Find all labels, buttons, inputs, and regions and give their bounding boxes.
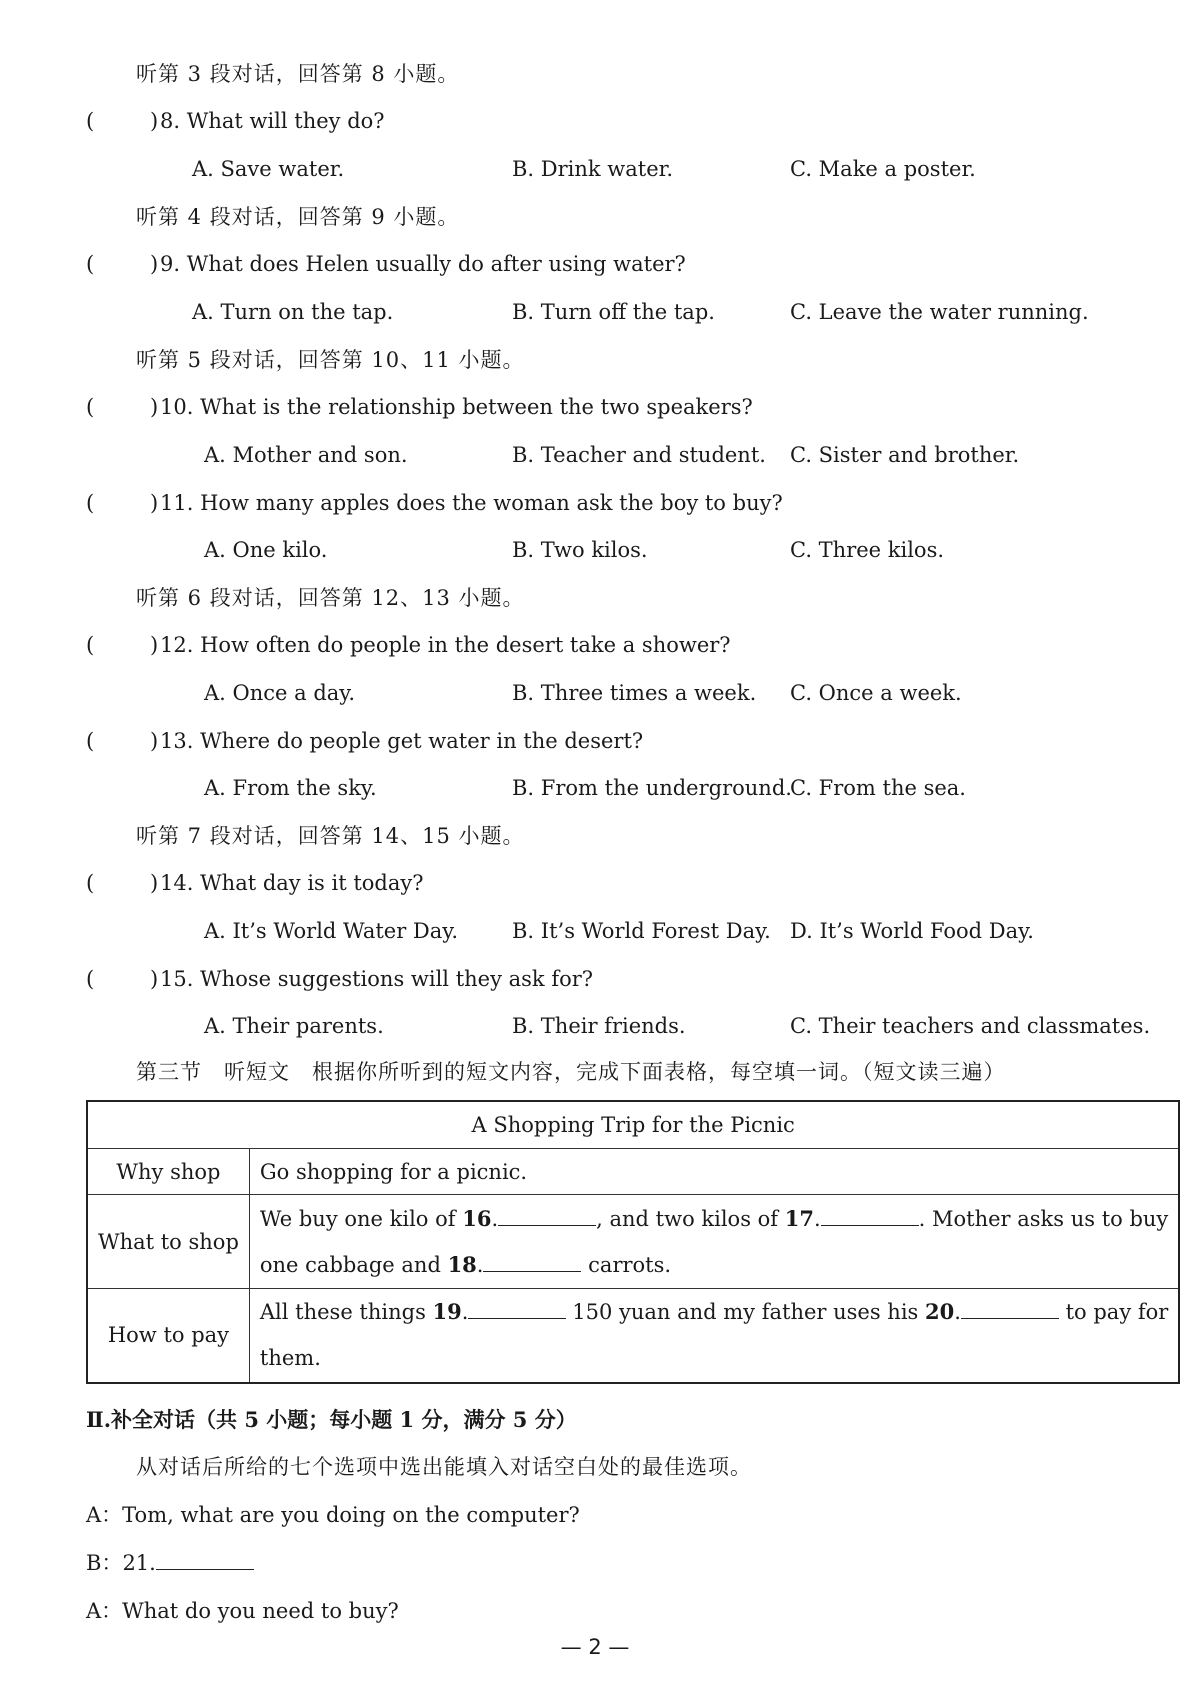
table-row — [87, 1149, 1179, 1195]
question-10 — [160, 393, 753, 421]
question-8 — [160, 107, 385, 135]
answer-paren-open: ( — [86, 109, 95, 133]
question-14 — [160, 869, 424, 897]
dialogue-text: What do you need to buy? — [122, 1599, 399, 1623]
question-9 — [160, 250, 686, 278]
option-a: A. Turn on the tap. — [192, 300, 394, 324]
answer-paren-open: ( — [86, 395, 95, 419]
question-text: How often do people in the desert take a shower? — [200, 633, 731, 657]
question-15 — [160, 965, 593, 993]
question-number: 13. — [160, 729, 194, 753]
question-text: What day is it today? — [200, 871, 424, 895]
question-number: 8. — [160, 109, 181, 133]
option-b: B. Three times a week. — [512, 681, 757, 705]
dialogue-line — [86, 1549, 254, 1577]
question-text: What will they do? — [186, 109, 385, 133]
question-text: Whose suggestions will they ask for? — [200, 967, 594, 991]
speaker-label: B： — [86, 1551, 123, 1575]
dialogue-text: Tom, what are you doing on the computer? — [122, 1503, 580, 1527]
shopping-trip-table — [86, 1100, 1180, 1384]
option-a: A. From the sky. — [204, 776, 377, 800]
answer-paren-open: ( — [86, 252, 95, 276]
dialogue-text: 21. — [122, 1551, 156, 1575]
page-number: — 2 — — [560, 1635, 630, 1659]
option-b: B. Drink water. — [512, 157, 674, 181]
blank-number-17: 17 — [784, 1205, 814, 1231]
row-text-why: Go shopping for a picnic. — [249, 1149, 1179, 1195]
row-label-why: Why shop — [87, 1149, 249, 1195]
question-text: What is the relationship between the two speakers? — [200, 395, 753, 419]
option-c: C. Their teachers and classmates. — [790, 1014, 1151, 1038]
question-text: What does Helen usually do after using water? — [186, 252, 686, 276]
part2-heading: Ⅱ.补全对话（共 5 小题；每小题 1 分，满分 5 分） — [86, 1407, 577, 1432]
text-segment: to pay for — [1058, 1300, 1169, 1325]
question-13 — [160, 727, 643, 755]
option-a: A. Save water. — [192, 157, 345, 181]
text-segment: carrots. — [581, 1252, 672, 1277]
answer-paren-close: ) — [150, 109, 159, 133]
option-b: B. Two kilos. — [512, 538, 648, 562]
answer-paren-open: ( — [86, 633, 95, 657]
blank-20-input[interactable] — [961, 1298, 1059, 1319]
question-number: 10. — [160, 395, 194, 419]
text-segment: We buy one kilo of — [259, 1206, 463, 1231]
table-row — [87, 1195, 1179, 1289]
option-b: B. Their friends. — [512, 1014, 686, 1038]
blank-number-20: 20 — [925, 1299, 955, 1325]
answer-paren-close: ) — [150, 252, 159, 276]
answer-paren-close: ) — [150, 729, 159, 753]
text-segment: them. — [259, 1346, 321, 1371]
table-title: A Shopping Trip for the Picnic — [87, 1101, 1179, 1149]
table-row — [87, 1289, 1179, 1383]
option-a: A. Mother and son. — [204, 443, 408, 467]
option-b: B. Turn off the tap. — [512, 300, 715, 324]
question-number: 9. — [160, 252, 181, 276]
text-segment: one cabbage and — [259, 1252, 448, 1277]
blank-16-input[interactable] — [498, 1205, 596, 1226]
option-c: C. Once a week. — [790, 681, 962, 705]
option-c: C. Sister and brother. — [790, 443, 1020, 467]
answer-paren-close: ) — [150, 967, 159, 991]
blank-21-input[interactable] — [156, 1549, 254, 1570]
question-12 — [160, 631, 731, 659]
dialogue-line — [86, 1501, 580, 1529]
blank-number-18: 18 — [447, 1251, 477, 1277]
option-c: C. From the sea. — [790, 776, 966, 800]
option-b: B. It’s World Forest Day. — [512, 919, 771, 943]
text-segment: . Mother asks us to buy — [918, 1206, 1169, 1231]
option-b: B. Teacher and student. — [512, 443, 766, 467]
option-c: C. Make a poster. — [790, 157, 976, 181]
speaker-label: A： — [86, 1599, 123, 1623]
answer-paren-open: ( — [86, 729, 95, 753]
question-text: Where do people get water in the desert? — [200, 729, 644, 753]
instruction-dialogue-5: 听第 5 段对话，回答第 10、11 小题。 — [136, 348, 525, 372]
option-c: C. Leave the water running. — [790, 300, 1089, 324]
text-segment: All these things — [259, 1300, 433, 1325]
answer-paren-close: ) — [150, 491, 159, 515]
row-text-how: All these things 19. 150 yuan and my father uses his 20. to pay for them. — [249, 1289, 1179, 1383]
answer-paren-open: ( — [86, 967, 95, 991]
question-number: 11. — [160, 491, 194, 515]
instruction-dialogue-4: 听第 4 段对话，回答第 9 小题。 — [136, 205, 460, 229]
blank-19-input[interactable] — [468, 1298, 566, 1319]
blank-18-input[interactable] — [483, 1251, 581, 1272]
option-b: B. From the underground. — [512, 776, 792, 800]
question-number: 12. — [160, 633, 194, 657]
answer-paren-close: ) — [150, 633, 159, 657]
option-a: A. One kilo. — [204, 538, 328, 562]
option-c: C. Three kilos. — [790, 538, 945, 562]
option-a: A. Once a day. — [204, 681, 356, 705]
blank-number-19: 19 — [432, 1299, 462, 1325]
text-segment: 150 yuan and my father uses his — [572, 1300, 925, 1325]
row-label-how: How to pay — [87, 1289, 249, 1383]
instruction-dialogue-7: 听第 7 段对话，回答第 14、15 小题。 — [136, 824, 525, 848]
instruction-dialogue-6: 听第 6 段对话，回答第 12、13 小题。 — [136, 586, 525, 610]
answer-paren-open: ( — [86, 491, 95, 515]
dialogue-line — [86, 1597, 399, 1625]
question-number: 15. — [160, 967, 194, 991]
instruction-dialogue-3: 听第 3 段对话，回答第 8 小题。 — [136, 62, 460, 86]
blank-17-input[interactable] — [821, 1205, 919, 1226]
section3-heading: 第三节 听短文 根据你所听到的短文内容，完成下面表格，每空填一词。（短文读三遍） — [136, 1060, 1006, 1084]
row-text-what: We buy one kilo of 16. , and two kilos of 17. . Mother asks us to buy one cabbage and 18. carrots. — [249, 1195, 1179, 1289]
question-number: 14. — [160, 871, 194, 895]
text-segment: , and two kilos of — [596, 1206, 785, 1231]
question-text: How many apples does the woman ask the boy to buy? — [200, 491, 783, 515]
blank-number-16: 16 — [462, 1205, 492, 1231]
row-label-what: What to shop — [87, 1195, 249, 1289]
option-a: A. Their parents. — [204, 1014, 384, 1038]
answer-paren-close: ) — [150, 871, 159, 895]
part2-instruction: 从对话后所给的七个选项中选出能填入对话空白处的最佳选项。 — [136, 1455, 752, 1479]
answer-paren-close: ) — [150, 395, 159, 419]
answer-paren-open: ( — [86, 871, 95, 895]
speaker-label: A： — [86, 1503, 123, 1527]
option-d: D. It’s World Food Day. — [790, 919, 1034, 943]
question-11 — [160, 489, 783, 517]
option-a: A. It’s World Water Day. — [204, 919, 459, 943]
